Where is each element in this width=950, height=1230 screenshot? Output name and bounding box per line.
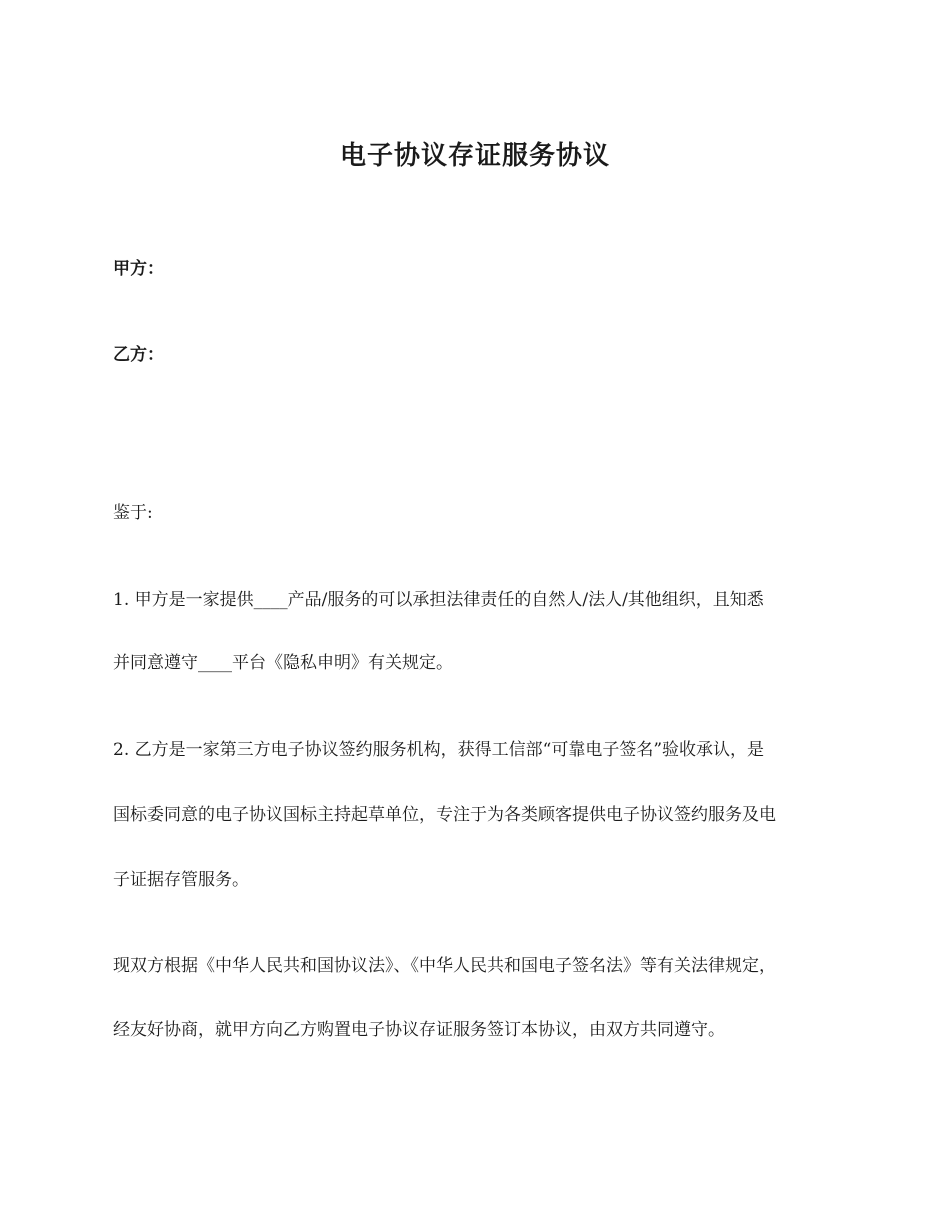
party-a-label: 甲方： [113, 259, 164, 279]
clause-2-line-3: 子证据存管服务。 [113, 870, 249, 890]
party-b-label: 乙方： [113, 345, 164, 365]
clause-1-line-2: 并同意遵守____平台《隐私申明》有关规定。 [113, 653, 453, 673]
document-title: 电子协议存证服务协议 [339, 141, 610, 171]
clause-1-line-1: 1. 甲方是一家提供____产品/服务的可以承担法律责任的自然人/法人/其他组织，且知悉 [113, 590, 764, 610]
clause-2-line-1: 2. 乙方是一家第三方电子协议签约服务机构，获得工信部“可靠电子签名”验收承认，是 [113, 740, 765, 760]
closing-line-1: 现双方根据《中华人民共和国协议法》、《中华人民共和国电子签名法》等有关法律规定， [113, 956, 776, 976]
clause-2-line-2: 国标委同意的电子协议国标主持起草单位，专注于为各类顾客提供电子协议签约服务及电 [113, 805, 776, 825]
whereas-label: 鉴于: [113, 503, 153, 523]
closing-line-2: 经友好协商，就甲方向乙方购置电子协议存证服务签订本协议，由双方共同遵守。 [113, 1020, 725, 1040]
